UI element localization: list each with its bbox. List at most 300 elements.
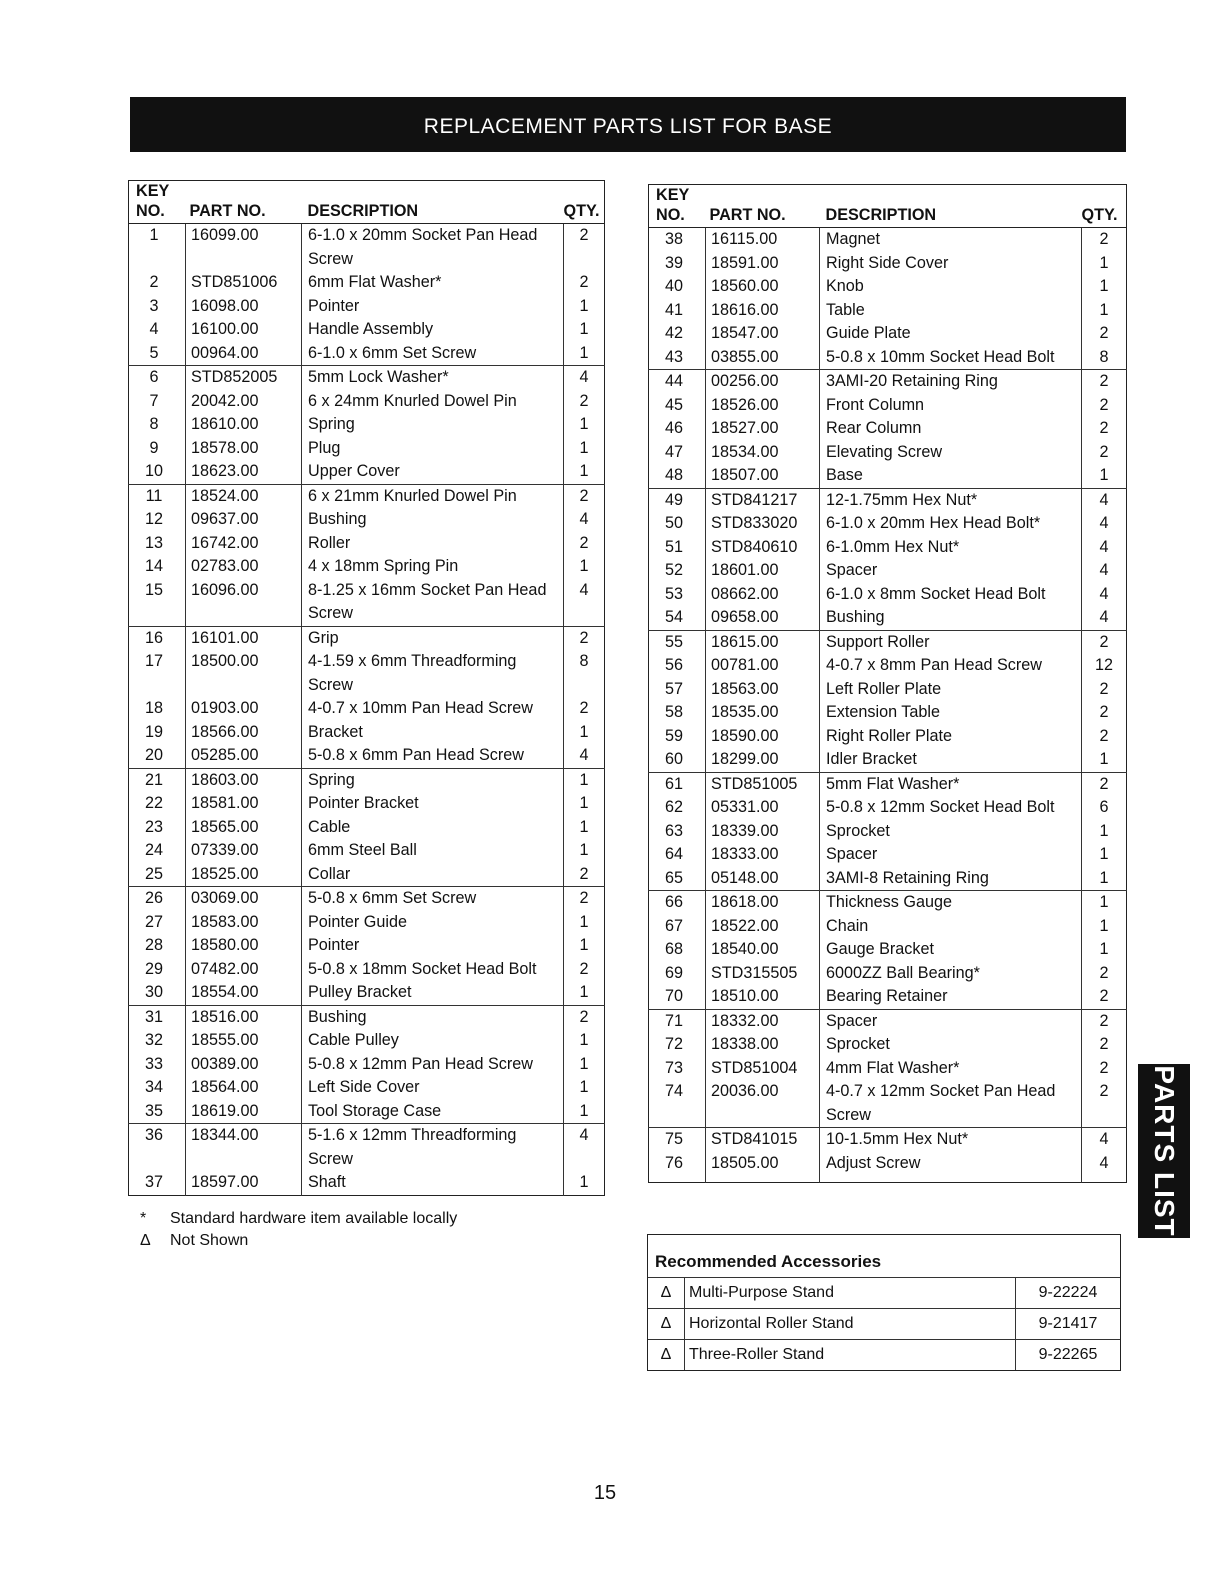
quantity: 4: [1099, 514, 1109, 532]
key-number: 19: [129, 721, 186, 745]
table-row: [649, 1033, 1127, 1057]
part-number: 18590.00: [706, 725, 820, 749]
part-description: Handle Assembly: [302, 318, 564, 342]
table-row: [129, 911, 605, 935]
part-number: 18338.00: [706, 1033, 820, 1057]
part-description: Thickness Gauge: [820, 891, 1082, 915]
quantity: 4: [1099, 490, 1109, 509]
part-description: 5-0.8 x 12mm Socket Head Bolt: [820, 796, 1082, 820]
part-description: 6000ZZ Ball Bearing*: [820, 962, 1082, 986]
table-row: [129, 768, 605, 792]
quantity: 2: [579, 889, 589, 907]
key-number: 44: [649, 370, 706, 394]
footnote: Δ Not Shown: [140, 1232, 249, 1249]
part-description: Support Roller: [820, 630, 1082, 654]
key-number: 72: [649, 1033, 706, 1057]
table-row: [129, 1029, 605, 1053]
table-row: [649, 725, 1127, 749]
part-description: Right Roller Plate: [820, 725, 1082, 749]
key-number: 30: [129, 981, 186, 1005]
quantity: 1: [579, 415, 589, 433]
key-number: 12: [129, 508, 186, 532]
table-row: [649, 820, 1127, 844]
quantity: 2: [1099, 1011, 1109, 1030]
part-number: 18554.00: [186, 981, 302, 1005]
part-description: 4-0.7 x 12mm Socket Pan Head Screw: [820, 1080, 1082, 1128]
part-number: STD851005: [706, 772, 820, 796]
part-number: 18560.00: [706, 275, 820, 299]
part-description: Left Side Cover: [302, 1076, 564, 1100]
key-number: 62: [649, 796, 706, 820]
part-number: 05148.00: [706, 867, 820, 891]
key-number: 13: [129, 532, 186, 556]
key-number: 60: [649, 748, 706, 772]
part-number: 18603.00: [186, 768, 302, 792]
quantity: 1: [579, 1031, 589, 1049]
part-number: 16096.00: [186, 579, 302, 627]
key-number: 25: [129, 863, 186, 887]
accessory-row: [648, 1340, 1120, 1371]
part-description: Magnet: [820, 228, 1082, 252]
table-row: [129, 555, 605, 579]
part-number: 16099.00: [186, 224, 302, 272]
column-header-qty: QTY.: [564, 181, 605, 224]
table-row: [649, 985, 1127, 1009]
part-number: 01903.00: [186, 697, 302, 721]
key-number: 74: [649, 1080, 706, 1128]
key-number: 2: [129, 271, 186, 295]
part-description: 10-1.5mm Hex Nut*: [820, 1128, 1082, 1152]
key-number: 14: [129, 555, 186, 579]
quantity: 2: [579, 1007, 589, 1026]
part-number: STD851004: [706, 1057, 820, 1081]
page-banner: [130, 97, 1126, 152]
part-description: Sprocket: [820, 820, 1082, 844]
table-row: [129, 981, 605, 1005]
part-number: 18623.00: [186, 460, 302, 484]
accessory-part-number: 9-22265: [1038, 1346, 1098, 1363]
table-row: [649, 583, 1127, 607]
key-number: 8: [129, 413, 186, 437]
table-row: [129, 1076, 605, 1100]
key-number: 4: [129, 318, 186, 342]
part-number: 18615.00: [706, 630, 820, 654]
key-number: 41: [649, 299, 706, 323]
quantity: 4: [579, 368, 589, 386]
column-header-key: KEY NO.: [129, 181, 186, 224]
key-number: 47: [649, 441, 706, 465]
quantity: 1: [1099, 845, 1109, 863]
table-row: [649, 322, 1127, 346]
quantity: 8: [1082, 346, 1127, 370]
part-description: 8-1.25 x 16mm Socket Pan Head Screw: [302, 579, 564, 627]
part-description: 5-0.8 x 12mm Pan Head Screw: [302, 1053, 564, 1077]
part-number: 18555.00: [186, 1029, 302, 1053]
part-description: Bearing Retainer: [820, 985, 1082, 1009]
part-description: Gauge Bracket: [820, 938, 1082, 962]
quantity: 2: [579, 699, 589, 717]
table-row: [649, 1128, 1127, 1152]
quantity: 4: [564, 744, 605, 768]
table-row: [649, 488, 1127, 512]
section-side-tab: [1138, 1064, 1190, 1238]
key-number: 66: [649, 891, 706, 915]
part-description: 5-1.6 x 12mm Threadforming Screw: [302, 1124, 564, 1172]
table-row: [129, 792, 605, 816]
table-row: [649, 606, 1127, 630]
part-description: Pointer Guide: [302, 911, 564, 935]
table-row: [649, 915, 1127, 939]
table-row: [649, 748, 1127, 772]
table-row: [649, 512, 1127, 536]
table-row: [649, 536, 1127, 560]
part-description: Bushing: [302, 1005, 564, 1029]
part-description: Pointer: [302, 934, 564, 958]
part-description: Knob: [820, 275, 1082, 299]
part-number: 18566.00: [186, 721, 302, 745]
key-number: 27: [129, 911, 186, 935]
part-number: 18591.00: [706, 252, 820, 276]
part-description: 3AMI-20 Retaining Ring: [820, 370, 1082, 394]
part-number: 18578.00: [186, 437, 302, 461]
quantity: 2: [1099, 679, 1109, 698]
quantity: 4: [579, 1126, 589, 1144]
quantity: 2: [579, 226, 589, 244]
table-row: [649, 843, 1127, 867]
part-number: 18535.00: [706, 701, 820, 725]
quantity: 2: [579, 391, 589, 410]
key-number: 7: [129, 390, 186, 414]
part-number: 18610.00: [186, 413, 302, 437]
table-row: [129, 1100, 605, 1124]
part-description: Cable Pulley: [302, 1029, 564, 1053]
quantity: 2: [579, 486, 589, 505]
part-description: 6 x 21mm Knurled Dowel Pin: [302, 484, 564, 508]
table-row: [649, 1057, 1127, 1081]
part-number: 18580.00: [186, 934, 302, 958]
part-description: Bushing: [820, 606, 1082, 630]
part-number: 03855.00: [706, 346, 820, 370]
part-description: Bushing: [302, 508, 564, 532]
quantity: 2: [579, 273, 589, 291]
part-number: 00781.00: [706, 654, 820, 678]
part-number: 05331.00: [706, 796, 820, 820]
table-row: [649, 962, 1127, 986]
part-number: 18581.00: [186, 792, 302, 816]
key-number: 16: [129, 626, 186, 650]
accessory-name: Three-Roller Stand: [685, 1340, 1016, 1371]
part-description: 5-0.8 x 6mm Set Screw: [302, 887, 564, 911]
key-number: 76: [649, 1152, 706, 1183]
quantity: 2: [1082, 985, 1127, 1009]
key-number: 39: [649, 252, 706, 276]
quantity: 2: [1099, 703, 1109, 721]
quantity: 1: [579, 936, 589, 954]
table-row: [129, 1053, 605, 1077]
quantity: 4: [1099, 561, 1109, 579]
part-number: 18527.00: [706, 417, 820, 441]
key-number: 22: [129, 792, 186, 816]
key-number: 70: [649, 985, 706, 1009]
key-number: 20: [129, 744, 186, 768]
part-description: 4mm Flat Washer*: [820, 1057, 1082, 1081]
quantity: 2: [1099, 419, 1109, 437]
key-number: 45: [649, 394, 706, 418]
quantity: 1: [1099, 821, 1109, 840]
part-description: 5-0.8 x 18mm Socket Head Bolt: [302, 958, 564, 982]
part-number: 16101.00: [186, 626, 302, 650]
key-number: 46: [649, 417, 706, 441]
key-number: 21: [129, 768, 186, 792]
part-description: Spacer: [820, 843, 1082, 867]
quantity: 1: [564, 342, 605, 366]
accessory-name: Horizontal Roller Stand: [685, 1309, 1016, 1340]
key-number: 5: [129, 342, 186, 366]
part-description: 3AMI-8 Retaining Ring: [820, 867, 1082, 891]
quantity: 1: [1099, 253, 1109, 272]
part-description: Roller: [302, 532, 564, 556]
part-number: 09637.00: [186, 508, 302, 532]
part-description: 5mm Flat Washer*: [820, 772, 1082, 796]
quantity: 2: [579, 628, 589, 647]
part-number: 18525.00: [186, 863, 302, 887]
quantity: 4: [579, 510, 589, 528]
part-number: 18540.00: [706, 938, 820, 962]
accessory-name: Multi-Purpose Stand: [685, 1278, 1016, 1309]
part-number: STD851006: [186, 271, 302, 295]
part-number: STD315505: [706, 962, 820, 986]
part-number: STD841015: [706, 1128, 820, 1152]
part-number: 09658.00: [706, 606, 820, 630]
key-number: 48: [649, 464, 706, 488]
column-header-description: DESCRIPTION: [302, 181, 564, 224]
part-number: 18565.00: [186, 816, 302, 840]
part-description: 5mm Lock Washer*: [302, 366, 564, 390]
quantity: 1: [1082, 867, 1127, 891]
table-row: [129, 318, 605, 342]
table-row: [649, 938, 1127, 962]
part-number: 03069.00: [186, 887, 302, 911]
quantity: 1: [1099, 916, 1109, 935]
part-number: 16742.00: [186, 532, 302, 556]
table-row: [649, 1080, 1127, 1128]
table-row: [129, 863, 605, 887]
not-shown-symbol: Δ: [648, 1309, 685, 1340]
part-number: 02783.00: [186, 555, 302, 579]
quantity: 4: [1099, 584, 1109, 603]
part-number: 00256.00: [706, 370, 820, 394]
quantity: 2: [1099, 963, 1109, 982]
table-row: [129, 934, 605, 958]
quantity: 1: [579, 320, 589, 338]
part-number: 00389.00: [186, 1053, 302, 1077]
part-number: 18526.00: [706, 394, 820, 418]
part-description: Pointer: [302, 295, 564, 319]
table-row: [129, 460, 605, 484]
key-number: 15: [129, 579, 186, 627]
key-number: 32: [129, 1029, 186, 1053]
quantity: 1: [579, 1173, 589, 1191]
table-row: [649, 417, 1127, 441]
quantity: 12: [1094, 656, 1113, 674]
key-number: 17: [129, 650, 186, 697]
part-description: 6mm Steel Ball: [302, 839, 564, 863]
table-row: [129, 295, 605, 319]
key-number: 43: [649, 346, 706, 370]
quantity: 2: [579, 533, 589, 552]
quantity: 2: [1099, 324, 1109, 342]
part-number: 16098.00: [186, 295, 302, 319]
part-number: 18534.00: [706, 441, 820, 465]
part-description: Grip: [302, 626, 564, 650]
footnotes: [140, 1208, 457, 1252]
part-description: Shaft: [302, 1171, 564, 1195]
part-number: 18333.00: [706, 843, 820, 867]
key-number: 61: [649, 772, 706, 796]
quantity: 4: [564, 579, 605, 627]
part-description: Plug: [302, 437, 564, 461]
table-row: [649, 678, 1127, 702]
quantity: 1: [579, 841, 589, 859]
key-number: 50: [649, 512, 706, 536]
part-description: 4-0.7 x 8mm Pan Head Screw: [820, 654, 1082, 678]
key-number: 51: [649, 536, 706, 560]
table-row: [649, 346, 1127, 370]
table-row: [129, 508, 605, 532]
table-row: [129, 413, 605, 437]
quantity: 4: [1082, 606, 1127, 630]
accessory-part-number: 9-22224: [1016, 1278, 1121, 1309]
key-number: 36: [129, 1124, 186, 1172]
quantity: 1: [1099, 940, 1109, 958]
table-row: [649, 1009, 1127, 1033]
key-number: 55: [649, 630, 706, 654]
key-number: 56: [649, 654, 706, 678]
table-row: [649, 394, 1127, 418]
part-number: 18564.00: [186, 1076, 302, 1100]
key-number: 53: [649, 583, 706, 607]
part-description: Pointer Bracket: [302, 792, 564, 816]
quantity: 1: [579, 1078, 589, 1096]
part-number: 05285.00: [186, 744, 302, 768]
part-number: 07339.00: [186, 839, 302, 863]
page-title: REPLACEMENT PARTS LIST FOR BASE: [423, 115, 833, 138]
key-number: 34: [129, 1076, 186, 1100]
quantity: 2: [1099, 1058, 1109, 1077]
part-number: 08662.00: [706, 583, 820, 607]
key-number: 58: [649, 701, 706, 725]
key-number: 23: [129, 816, 186, 840]
quantity: 6: [1099, 798, 1109, 816]
quantity: 1: [579, 817, 589, 836]
table-row: [649, 228, 1127, 252]
key-number: 49: [649, 488, 706, 512]
part-description: Collar: [302, 863, 564, 887]
key-number: 1: [129, 224, 186, 272]
part-description: Cable: [302, 816, 564, 840]
table-row: [649, 1152, 1127, 1183]
table-row: [129, 1171, 605, 1195]
quantity: 2: [1099, 395, 1109, 414]
quantity: 2: [1099, 774, 1109, 793]
part-description: Base: [820, 464, 1082, 488]
quantity: 1: [579, 296, 589, 315]
quantity: 2: [1082, 1080, 1127, 1128]
parts-table-left: [128, 180, 605, 1196]
part-number: 18522.00: [706, 915, 820, 939]
key-number: 29: [129, 958, 186, 982]
table-row: [129, 342, 605, 366]
quantity: 1: [579, 794, 589, 812]
key-number: 3: [129, 295, 186, 319]
part-number: 18619.00: [186, 1100, 302, 1124]
key-number: 18: [129, 697, 186, 721]
accessories-table: [648, 1278, 1120, 1370]
parts-table-left-body: [129, 224, 605, 1196]
part-number: 18524.00: [186, 484, 302, 508]
accessory-row: [648, 1309, 1120, 1340]
part-description: Pulley Bracket: [302, 981, 564, 1005]
part-number: 18510.00: [706, 985, 820, 1009]
part-number: STD852005: [186, 366, 302, 390]
key-number: 67: [649, 915, 706, 939]
part-number: 16115.00: [706, 228, 820, 252]
part-number: 18507.00: [706, 464, 820, 488]
table-row: [649, 370, 1127, 394]
part-description: Right Side Cover: [820, 252, 1082, 276]
key-number: 64: [649, 843, 706, 867]
part-description: Tool Storage Case: [302, 1100, 564, 1124]
quantity: 1: [564, 1100, 605, 1124]
table-row: [649, 252, 1127, 276]
part-description: Front Column: [820, 394, 1082, 418]
table-row: [129, 1005, 605, 1029]
accessory-row: [648, 1278, 1120, 1309]
quantity: 1: [1099, 893, 1109, 911]
key-number: 33: [129, 1053, 186, 1077]
quantity: 2: [1099, 372, 1109, 390]
part-description: 6mm Flat Washer*: [302, 271, 564, 295]
key-number: 63: [649, 820, 706, 844]
quantity: 1: [1099, 300, 1109, 319]
quantity: 2: [1099, 230, 1109, 248]
part-description: Rear Column: [820, 417, 1082, 441]
key-number: 24: [129, 839, 186, 863]
key-number: 59: [649, 725, 706, 749]
key-number: 42: [649, 322, 706, 346]
part-description: 4 x 18mm Spring Pin: [302, 555, 564, 579]
part-description: Spring: [302, 768, 564, 792]
part-number: 18583.00: [186, 911, 302, 935]
part-description: 12-1.75mm Hex Nut*: [820, 488, 1082, 512]
part-description: 5-0.8 x 6mm Pan Head Screw: [302, 744, 564, 768]
quantity: 1: [579, 770, 589, 789]
part-number: 18505.00: [706, 1152, 820, 1183]
part-description: 6-1.0 x 6mm Set Screw: [302, 342, 564, 366]
part-number: 18500.00: [186, 650, 302, 697]
key-number: 68: [649, 938, 706, 962]
part-description: Spacer: [820, 559, 1082, 583]
part-number: 00964.00: [186, 342, 302, 366]
page-number: 15: [593, 1482, 617, 1504]
table-row: [649, 299, 1127, 323]
part-number: 20036.00: [706, 1080, 820, 1128]
quantity: 2: [1099, 726, 1109, 745]
key-number: 65: [649, 867, 706, 891]
table-row: [649, 796, 1127, 820]
table-row: [129, 839, 605, 863]
table-row: [129, 958, 605, 982]
